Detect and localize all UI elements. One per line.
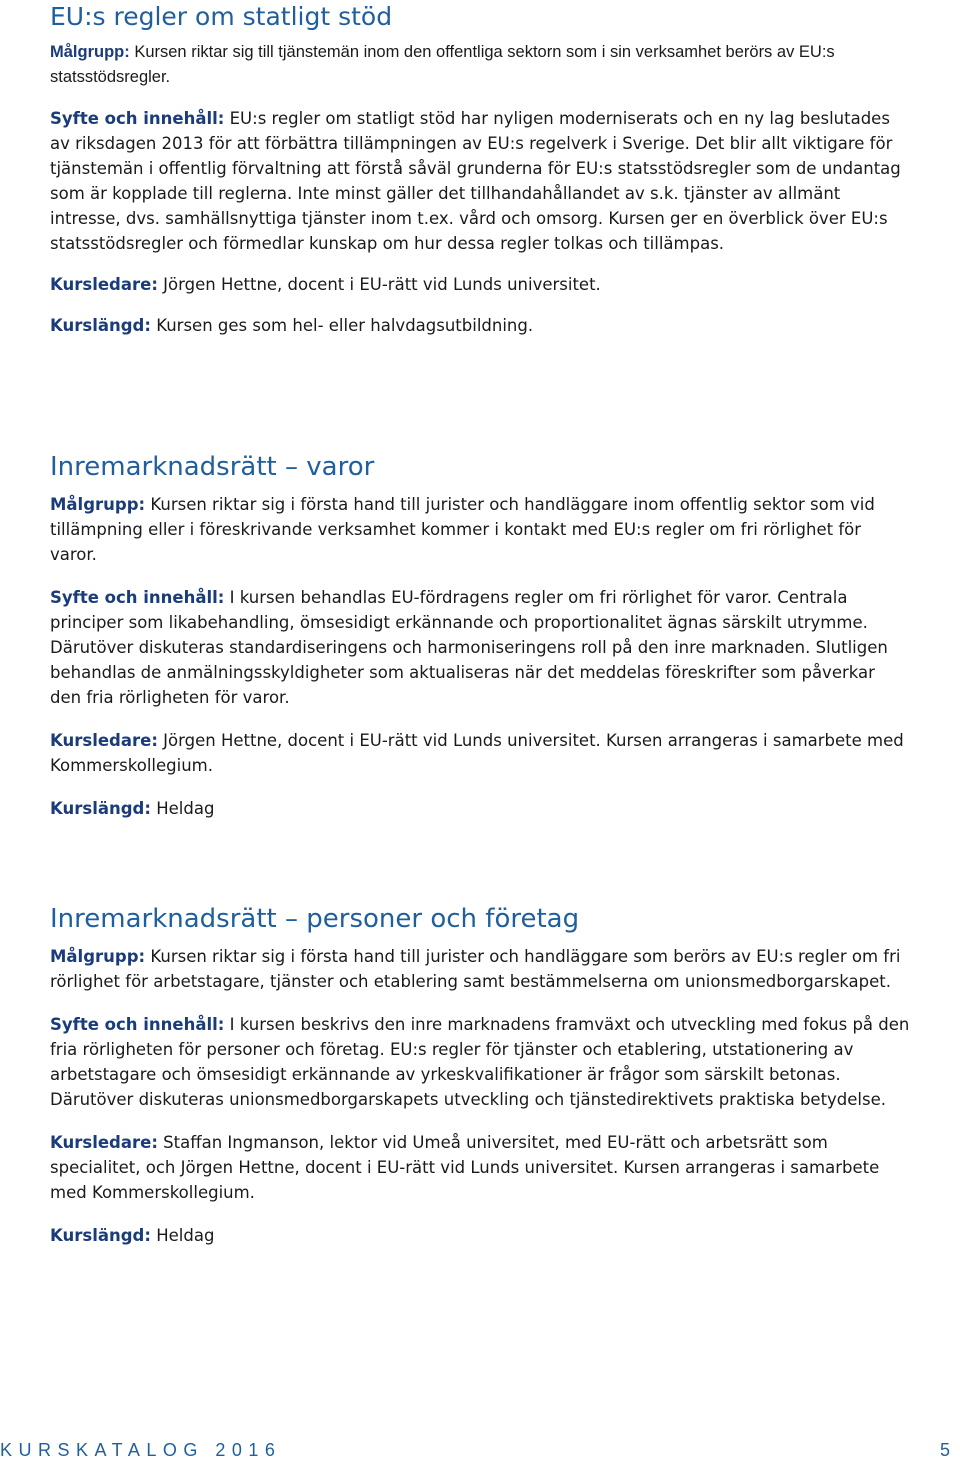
course-length-text: Kursen ges som hel- eller halvdagsutbildning. — [150, 316, 534, 335]
course-section-persons-companies — [50, 904, 910, 1248]
purpose-text: EU:s regler om statligt stöd har nyligen moderniserats och en ny lag beslutades av riksdagen 2013 för att förbättra tillämpningen av EU:s regelverk i Sverige. Det blir allt viktigare för tjänstemän i offentlig förvaltning att förstå såväl grunderna för EU:s statsstödsregler som de undantag som är kopplade till reglerna. Inte minst gäller det tillhandahållandet av s.k. tjänster av allmänt intresse, dvs. samhällsnyttiga tjänster inom t.ex. vård och omsorg. Kursen ger en överblick över EU:s statsstödsregler och förmedlar kunskap om hur dessa regler tolkas och tillämpas. — [50, 109, 901, 253]
course-title: EU:s regler om statligt stöd — [50, 2, 393, 31]
course-leader-label: Kursledare: — [50, 1133, 158, 1152]
page-number: 5 — [939, 1440, 950, 1460]
purpose-text: I kursen behandlas EU-fördragens regler om fri rörlighet för varor. Centrala principer som likabehandling, ömsesidigt erkännande och proportionalitet ägnas särskilt utrymme. Därutöver diskuteras standardiseringens och harmoniseringens roll på den inre marknaden. Slutligen behandlas de anmälningsskyldigheter som aktualiseras när det meddelas föreskrifter som påverkar den fria rörligheten för varor. — [50, 588, 888, 707]
purpose-content — [50, 1012, 910, 1112]
course-length-label: Kurslängd: — [50, 1226, 151, 1245]
target-group-label: Målgrupp: — [50, 495, 146, 514]
course-length — [50, 796, 910, 821]
purpose-content — [50, 585, 910, 710]
purpose-label: Syfte och innehåll: — [50, 588, 225, 607]
course-leader — [50, 272, 910, 297]
course-leader-text: Jörgen Hettne, docent i EU-rätt vid Lunds universitet. Kursen arrangeras i samarbete med Kommerskollegium. — [50, 731, 904, 775]
purpose-content — [50, 106, 910, 256]
course-section-state-aid — [50, 2, 910, 338]
purpose-text: I kursen beskrivs den inre marknadens framväxt och utveckling med fokus på den fria rörligheten för personer och företag. EU:s regler för tjänster och etablering, utstationering av arbetstagare och ömsesidigt erkännande av yrkeskvalifikationer är frågor som särskilt betonas. Därutöver diskuteras unionsmedborgarskapets utveckling och tjänstedirektivets praktiska betydelse. — [50, 1015, 910, 1109]
target-group — [50, 40, 910, 90]
target-group — [50, 492, 910, 567]
target-group-label: Målgrupp: — [50, 947, 146, 966]
course-leader-label: Kursledare: — [50, 731, 158, 750]
course-leader — [50, 728, 910, 778]
target-group-text: Kursen riktar sig i första hand till jurister och handläggare som berörs av EU:s regler om fri rörlighet för arbetstagare, tjänster och etablering samt bestämmelserna om unionsmedborgarskapet. — [50, 947, 901, 991]
course-length — [50, 1223, 910, 1248]
course-leader-text: Staffan Ingmanson, lektor vid Umeå universitet, med EU-rätt och arbetsrätt som specialitet, och Jörgen Hettne, docent i EU-rätt vid Lunds universitet. Kursen arrangeras i samarbete med Kommerskollegium. — [50, 1133, 880, 1202]
course-length-text: Heldag — [150, 799, 215, 818]
course-length-label: Kurslängd: — [50, 799, 151, 818]
target-group-text: Kursen riktar sig till tjänstemän inom den offentliga sektorn som i sin verksamhet berörs av EU:s statsstödsregler. — [50, 43, 835, 86]
course-section-goods — [50, 452, 910, 821]
footer-catalog-title: KURSKATALOG 2016 — [0, 1440, 282, 1460]
course-length — [50, 313, 910, 338]
purpose-label: Syfte och innehåll: — [50, 109, 225, 128]
course-title: Inremarknadsrätt – personer och företag — [50, 904, 580, 934]
course-leader — [50, 1130, 910, 1205]
course-leader-text: Jörgen Hettne, docent i EU-rätt vid Lunds universitet. — [157, 275, 601, 294]
course-length-text: Heldag — [150, 1226, 215, 1245]
purpose-label: Syfte och innehåll: — [50, 1015, 225, 1034]
course-length-label: Kurslängd: — [50, 316, 151, 335]
course-title: Inremarknadsrätt – varor — [50, 452, 375, 482]
target-group-text: Kursen riktar sig i första hand till jurister och handläggare inom offentlig sektor som vid tillämpning eller i föreskrivande verksamhet kommer i kontakt med EU:s regler om fri rörlighet för varor. — [50, 495, 875, 564]
target-group-label: Målgrupp: — [50, 43, 130, 61]
course-leader-label: Kursledare: — [50, 275, 158, 294]
target-group — [50, 944, 910, 994]
